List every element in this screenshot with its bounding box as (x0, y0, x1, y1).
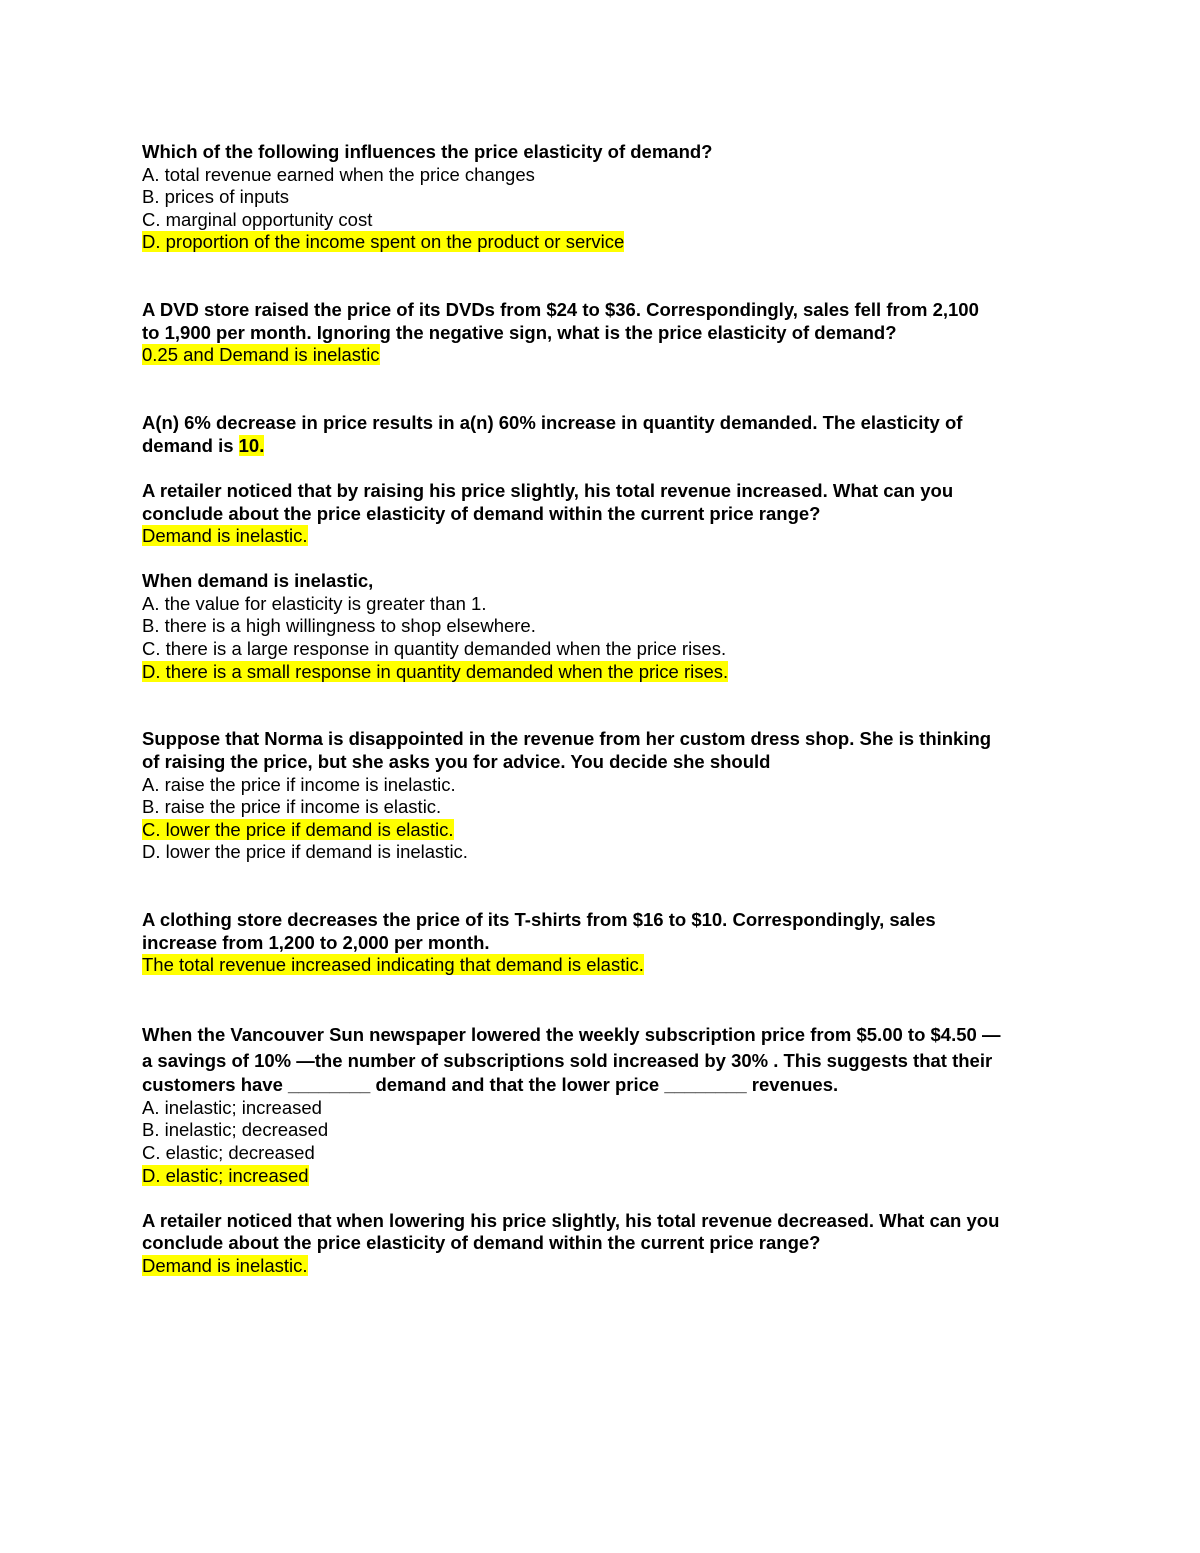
question-5-option-b: B. there is a high willingness to shop elsewhere. (142, 615, 536, 637)
question-3-answer: 10. (238, 434, 265, 456)
question-6-option-b: B. raise the price if income is elastic. (142, 796, 442, 818)
question-8-option-d-answer: D. elastic; increased (142, 1164, 309, 1186)
question-8-option-c: C. elastic; decreased (142, 1141, 315, 1163)
question-6-option-d: D. lower the price if demand is inelastic. (142, 841, 468, 863)
question-1-option-b: B. prices of inputs (142, 186, 290, 208)
question-8-option-b: B. inelastic; decreased (142, 1119, 329, 1141)
question-1-option-c: C. marginal opportunity cost (142, 208, 373, 230)
question-1-option-d-answer: D. proportion of the income spent on the product or service (142, 231, 625, 253)
question-5-option-a: A. the value for elasticity is greater than 1. (142, 592, 487, 614)
question-1-option-a: A. total revenue earned when the price changes (142, 163, 535, 185)
question-8-line-3: customers have ________ demand and that the lower price ________ revenues. (142, 1074, 839, 1096)
question-9-line-1: A retailer noticed that when lowering his price slightly, his total revenue decreased. What can you (142, 1209, 1000, 1231)
question-6-line-2: of raising the price, but she asks you for advice. You decide she should (142, 751, 771, 773)
question-8-line-1: When the Vancouver Sun newspaper lowered the weekly subscription price from $5.00 to $4.50 — (142, 1024, 1001, 1046)
question-7-line-2: increase from 1,200 to 2,000 per month. (142, 931, 490, 953)
question-6-option-c-answer: C. lower the price if demand is elastic. (142, 818, 454, 840)
question-8-option-a: A. inelastic; increased (142, 1096, 322, 1118)
question-7-line-1: A clothing store decreases the price of its T-shirts from $16 to $10. Correspondingly, sales (142, 909, 936, 931)
question-8-line-2: a savings of 10% —the number of subscriptions sold increased by 30% . This suggests that their (142, 1050, 993, 1072)
question-3-line-1: A(n) 6% decrease in price results in a(n) 60% increase in quantity demanded. The elasticity of (142, 412, 963, 434)
question-6-line-1: Suppose that Norma is disappointed in the revenue from her custom dress shop. She is thinking (142, 728, 992, 750)
question-5-option-c: C. there is a large response in quantity demanded when the price rises. (142, 638, 727, 660)
question-2-answer: 0.25 and Demand is inelastic (142, 344, 380, 366)
question-2-line-1: A DVD store raised the price of its DVDs from $24 to $36. Correspondingly, sales fell from 2,100 (142, 299, 979, 321)
question-4-line-1: A retailer noticed that by raising his price slightly, his total revenue increased. What can you (142, 479, 954, 501)
question-4-answer: Demand is inelastic. (142, 525, 308, 547)
question-2-line-2: to 1,900 per month. Ignoring the negative sign, what is the price elasticity of demand? (142, 321, 897, 343)
question-5: When demand is inelastic, (142, 570, 374, 592)
question-1: Which of the following influences the price elasticity of demand? (142, 141, 713, 162)
question-9-answer: Demand is inelastic. (142, 1254, 308, 1276)
question-6-option-a: A. raise the price if income is inelastic. (142, 773, 456, 795)
question-7-answer: The total revenue increased indicating that demand is elastic. (142, 954, 644, 976)
question-9-line-2: conclude about the price elasticity of demand within the current price range? (142, 1232, 821, 1254)
question-4-line-2: conclude about the price elasticity of demand within the current price range? (142, 502, 821, 524)
question-3-line-2: demand is (142, 434, 239, 456)
question-5-option-d-answer: D. there is a small response in quantity demanded when the price rises. (142, 660, 729, 682)
document-page (142, 141, 1062, 1278)
